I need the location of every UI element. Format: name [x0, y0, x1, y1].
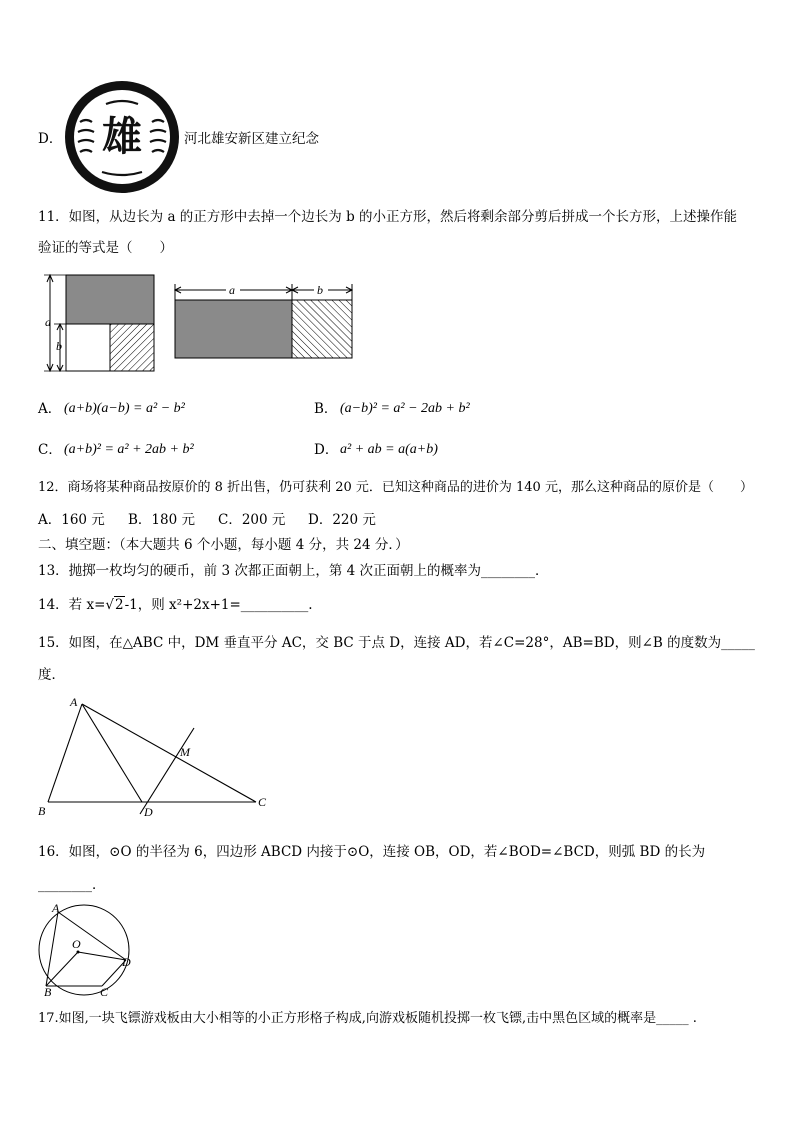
q14-stem: [38, 596, 313, 614]
sqrt-symbol: √: [105, 597, 115, 613]
q11-figure-square: [38, 270, 162, 376]
q11-option-d-letter: D．: [314, 442, 339, 458]
q11-figure-rectangle: [170, 280, 358, 362]
q16-label-o: O: [72, 937, 81, 951]
xiongan-seal-image: [62, 78, 182, 196]
q15-label-d: D: [144, 805, 153, 819]
q16-stem-line1: 16．如图，⊙O 的半径为 6，四边形 ABCD 内接于⊙O，连接 OB，OD，若∠BOD=∠BCD，则弧 BD 的长为: [38, 844, 706, 860]
q14-radicand: 2: [115, 597, 124, 613]
q11-option-a-letter: A．: [38, 401, 62, 417]
q12-option-d[interactable]: D．220 元: [308, 512, 376, 528]
q17-stem: 17.如图,一块飞镖游戏板由大小相等的小正方形格子构成,向游戏板随机投掷一枚飞镖,击中黑色区域的概率是_____ .: [38, 1011, 697, 1026]
q11-left-label-b: b: [56, 339, 62, 353]
q11-right-label-b: b: [317, 283, 323, 297]
q15-triangle-figure: [34, 694, 274, 820]
q16-label-d: D: [122, 955, 131, 969]
q10-option-d-text: 河北雄安新区建立纪念: [184, 131, 319, 147]
q12-option-b[interactable]: B．180 元: [128, 512, 195, 528]
q14-suffix: -1，则 x²+2x+1=__________.: [124, 597, 313, 613]
q11-option-d-expr: a² + ab = a(a+b): [340, 442, 438, 457]
q15-label-a: A: [70, 695, 78, 709]
q16-stem-line2: ________．: [38, 877, 106, 893]
q15-label-m: M: [180, 745, 190, 759]
q11-stem-line1: 11．如图，从边长为 a 的正方形中去掉一个边长为 b 的小正方形，然后将剩余部分剪后拼成一个长方形，上述操作能: [38, 209, 738, 225]
q16-label-c: C: [100, 985, 109, 999]
q15-label-b: B: [38, 804, 46, 818]
section-fill-in-heading: 二、填空题：（本大题共 6 个小题，每小题 4 分，共 24 分．）: [38, 537, 409, 553]
q15-stem-line1: 15．如图，在△ABC 中，DM 垂直平分 AC，交 BC 于点 D，连接 AD，若∠C=28°，AB=BD，则∠B 的度数为_____: [38, 635, 755, 651]
q13-stem: 13．抛掷一枚均匀的硬币，前 3 次都正面朝上，第 4 次正面朝上的概率为________．: [38, 563, 549, 579]
q16-label-a: A: [52, 901, 60, 915]
q10-option-d-letter: D．: [38, 131, 63, 147]
q11-right-label-a: a: [229, 283, 235, 297]
q15-stem-line2: 度．: [38, 667, 65, 683]
q15-label-c: C: [258, 795, 267, 809]
q11-option-b-expr: (a−b)² = a² − 2ab + b²: [340, 401, 470, 416]
q11-option-c-expr: (a+b)² = a² + 2ab + b²: [64, 442, 194, 457]
q16-label-b: B: [44, 985, 52, 999]
q11-stem-line2: 验证的等式是（ ）: [38, 240, 173, 256]
q11-option-b-letter: B．: [314, 401, 338, 417]
q12-stem: 12．商场将某种商品按原价的 8 折出售，仍可获利 20 元．已知这种商品的进价为 140 元，那么这种商品的原价是（ ）: [38, 480, 753, 495]
q11-option-a-expr: (a+b)(a−b) = a² − b²: [64, 401, 185, 416]
seal-character: 雄: [102, 114, 142, 160]
q11-left-label-a: a: [45, 315, 51, 329]
q12-option-a[interactable]: A．160 元: [38, 512, 105, 528]
q11-option-c-letter: C．: [38, 442, 62, 458]
q12-option-c[interactable]: C．200 元: [218, 512, 286, 528]
q14-prefix: 14．若 x=: [38, 597, 106, 613]
q16-circle-figure: [34, 900, 134, 1000]
